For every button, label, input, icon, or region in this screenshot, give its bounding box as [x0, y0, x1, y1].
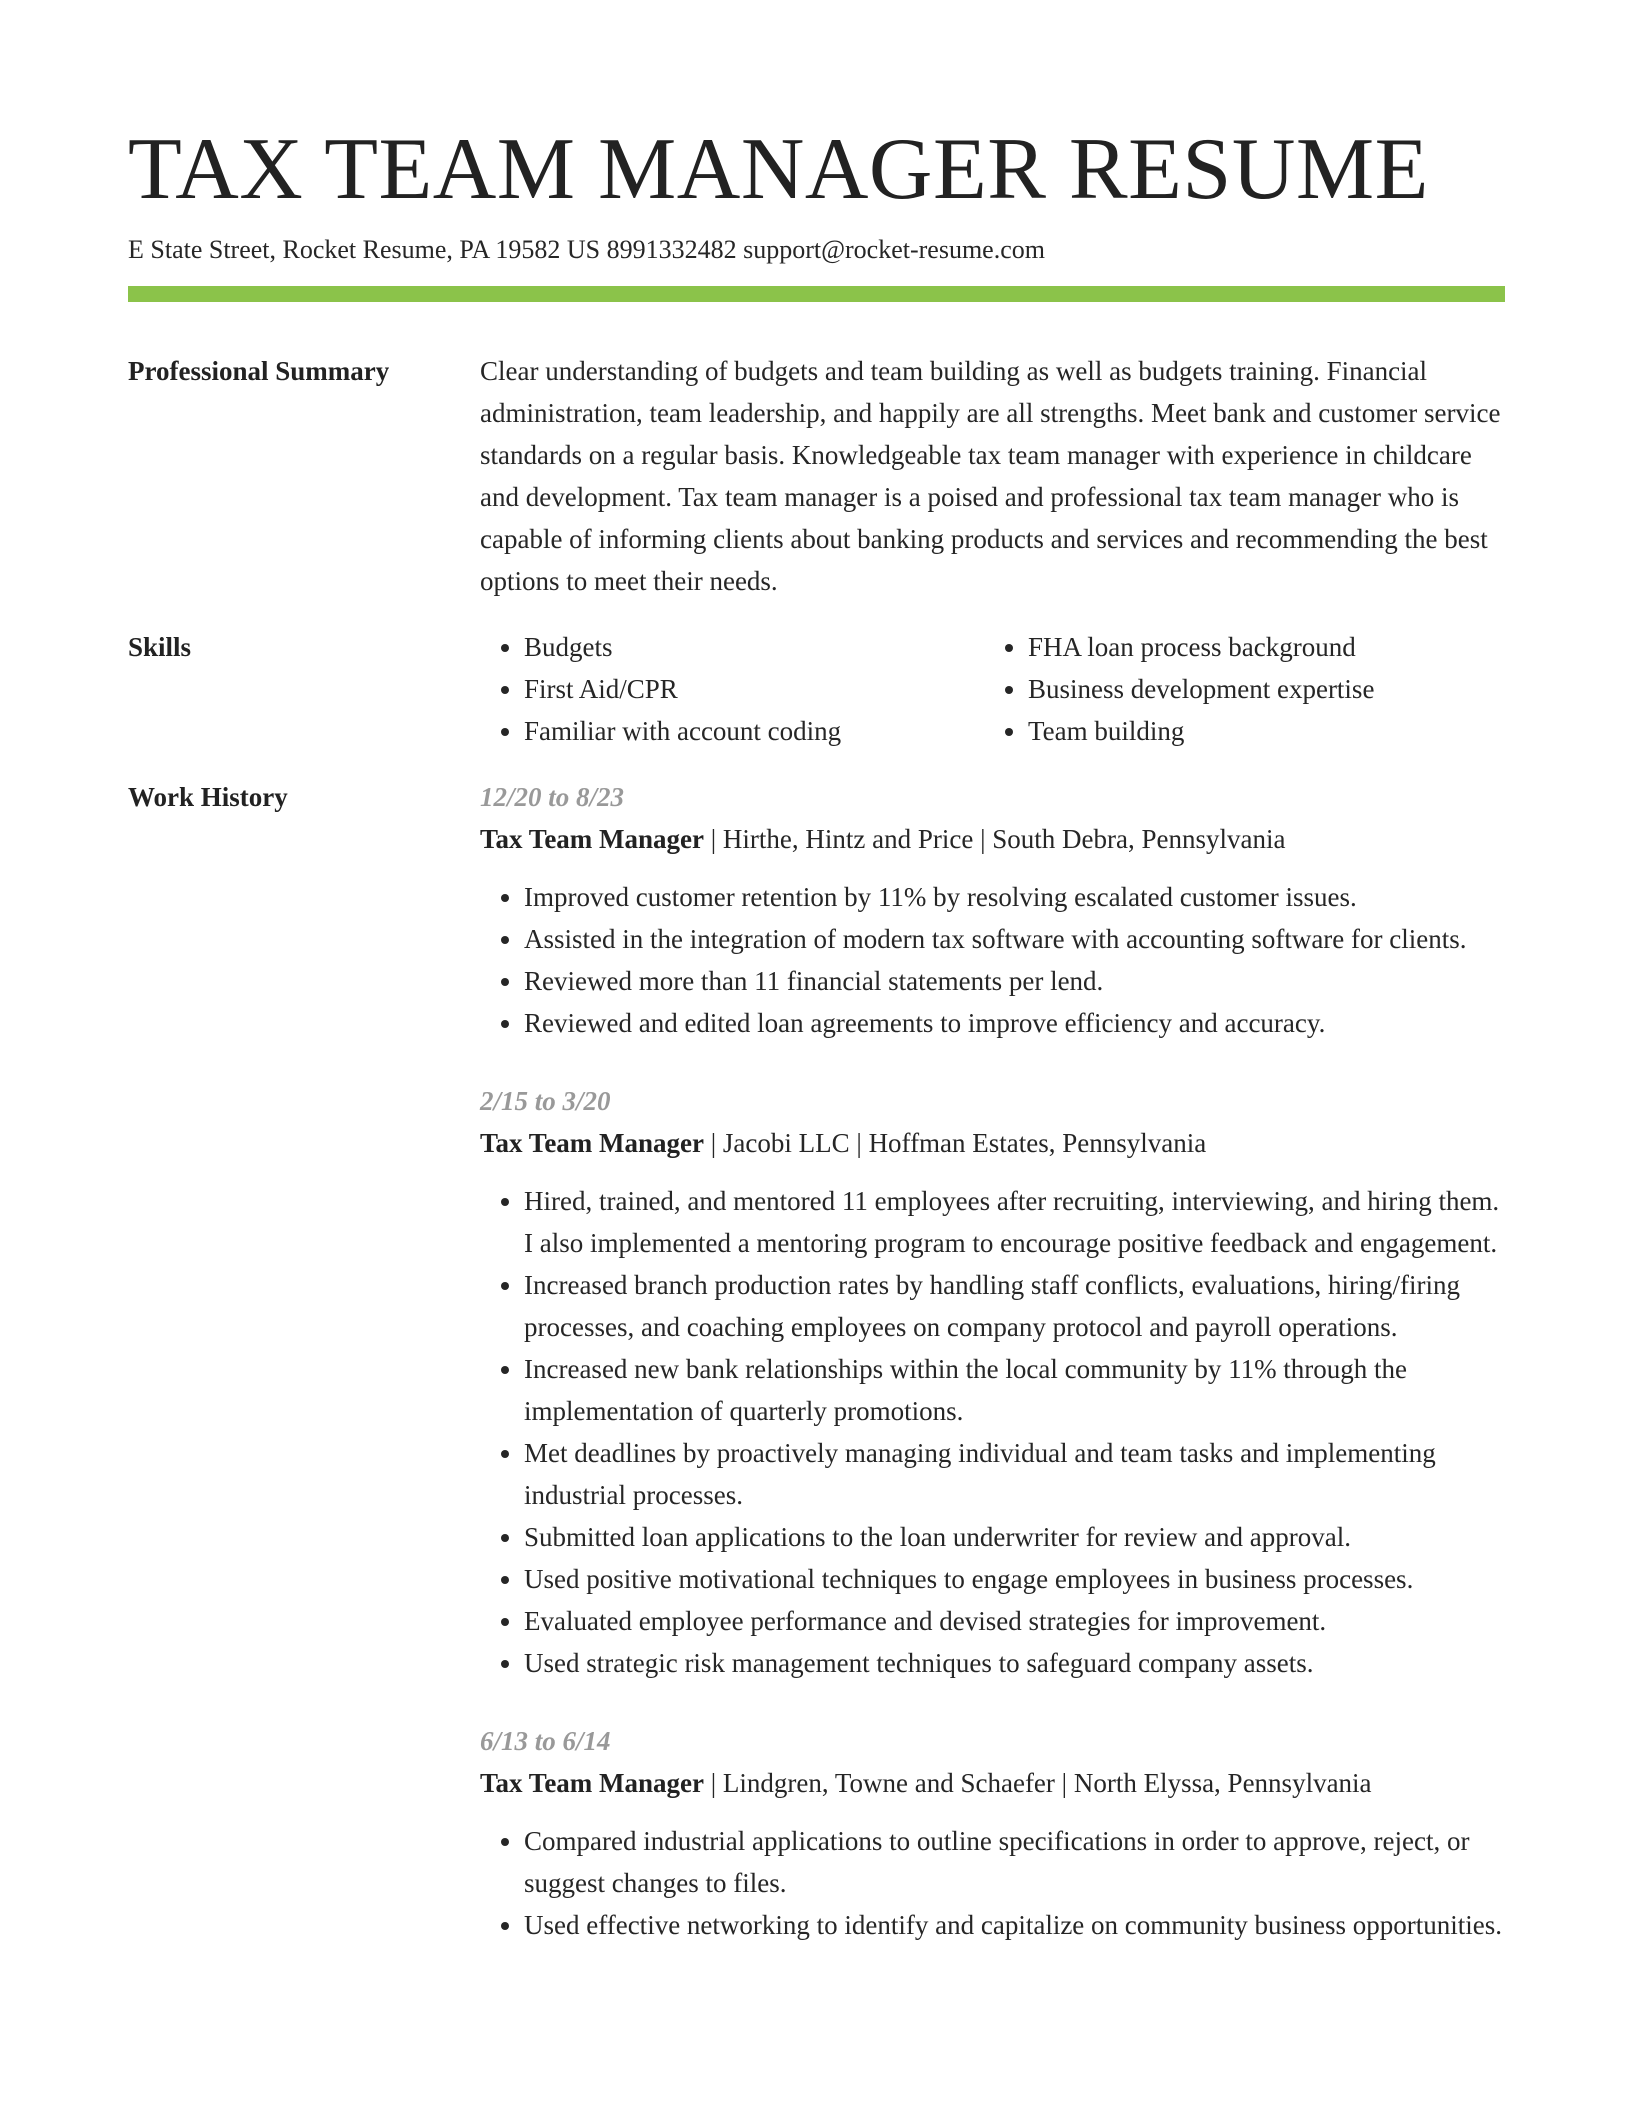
job-company: Lindgren, Towne and Schaefer — [722, 1768, 1055, 1798]
job-location: North Elyssa, Pennsylvania — [1073, 1768, 1372, 1798]
job-bullet: • Increased branch production rates by handling staff conflicts, evaluations, hiring/firing processes, and coaching employees on company protocol and payroll operations. — [524, 1264, 1505, 1348]
job-entry — [480, 1720, 1505, 1946]
job-title: Tax Team Manager — [480, 824, 705, 854]
job-bullet: • Increased new bank relationships within the local community by 11% through the implementation of quarterly promotions. — [524, 1348, 1505, 1432]
section-label-summary: Professional Summary — [128, 356, 390, 386]
job-bullets — [480, 876, 1505, 1044]
job-separator: | — [856, 1128, 862, 1158]
job-company: Hirthe, Hintz and Price — [722, 824, 974, 854]
jobs-list — [480, 776, 1505, 1982]
job-bullets — [480, 1180, 1505, 1684]
job-bullet: • Compared industrial applications to outline specifications in order to approve, reject, or suggest changes to files. — [524, 1820, 1505, 1904]
job-bullet: • Met deadlines by proactively managing individual and team tasks and implementing industrial processes. — [524, 1432, 1505, 1516]
skill-item: • Familiar with account coding — [524, 710, 984, 752]
job-bullets — [480, 1820, 1505, 1946]
job-bullet: • Submitted loan applications to the loan underwriter for review and approval. — [524, 1516, 1505, 1558]
skills-list-left — [480, 626, 984, 752]
skills-grid — [480, 626, 1505, 752]
work-history-section — [128, 776, 1505, 1982]
job-bullet: • Used strategic risk management techniques to safeguard company assets. — [524, 1642, 1505, 1684]
skills-list-right — [984, 626, 1504, 752]
job-entry — [480, 1080, 1505, 1684]
job-company: Jacobi LLC — [722, 1128, 850, 1158]
job-location: South Debra, Pennsylvania — [992, 824, 1286, 854]
job-dates: 2/15 to 3/20 — [480, 1086, 611, 1116]
job-bullet: • Reviewed and edited loan agreements to improve efficiency and accuracy. — [524, 1002, 1505, 1044]
skill-item: • First Aid/CPR — [524, 668, 984, 710]
job-separator: | — [710, 1128, 717, 1158]
job-heading — [480, 1122, 1505, 1164]
skills-section — [128, 626, 1505, 752]
resume-page — [128, 0, 1505, 1982]
job-heading — [480, 818, 1505, 860]
section-label-work-history: Work History — [128, 782, 288, 812]
job-bullet: • Improved customer retention by 11% by resolving escalated customer issues. — [524, 876, 1505, 918]
contact-phone: 8991332482 — [606, 235, 737, 264]
job-bullet: • Hired, trained, and mentored 11 employees after recruiting, interviewing, and hiring them. I also implemented a mentoring program to encourage positive feedback and engagement. — [524, 1180, 1505, 1264]
header-divider — [128, 286, 1505, 302]
job-title: Tax Team Manager — [480, 1128, 705, 1158]
contact-address: E State Street, Rocket Resume, PA 19582 US — [128, 235, 601, 264]
skill-item: • Team building — [1028, 710, 1504, 752]
job-location: Hoffman Estates, Pennsylvania — [868, 1128, 1207, 1158]
job-heading — [480, 1762, 1505, 1804]
summary-text: Clear understanding of budgets and team building as well as budgets training. Financial administration, team leadership, and happily are all strengths. Meet bank and customer service standards on a regular basis. Knowledgeable tax team manager with experience in childcare and development. Tax team manager is a poised and professional tax team manager who is capable of informing clients about banking products and services and recommending the best options to meet their needs. — [480, 356, 1501, 596]
summary-section — [128, 350, 1505, 602]
section-label-skills: Skills — [128, 632, 192, 662]
job-bullet: • Reviewed more than 11 financial statements per lend. — [524, 960, 1505, 1002]
skill-item: • FHA loan process background — [1028, 626, 1504, 668]
job-bullet: • Assisted in the integration of modern tax software with accounting software for clients. — [524, 918, 1505, 960]
skill-item: • Business development expertise — [1028, 668, 1504, 710]
job-separator: | — [710, 1768, 717, 1798]
contact-email[interactable]: support@rocket-resume.com — [743, 235, 1045, 264]
job-separator: | — [710, 824, 717, 854]
job-separator: | — [980, 824, 986, 854]
job-dates: 12/20 to 8/23 — [480, 782, 625, 812]
job-bullet: • Used positive motivational techniques to engage employees in business processes. — [524, 1558, 1505, 1600]
job-bullet: • Evaluated employee performance and devised strategies for improvement. — [524, 1600, 1505, 1642]
job-bullet: • Used effective networking to identify and capitalize on community business opportunities. — [524, 1904, 1505, 1946]
resume-title: TAX TEAM MANAGER RESUME — [128, 121, 1429, 218]
skill-item: • Budgets — [524, 626, 984, 668]
job-entry — [480, 776, 1505, 1044]
job-title: Tax Team Manager — [480, 1768, 705, 1798]
job-separator: | — [1061, 1768, 1068, 1798]
contact-line — [128, 232, 1505, 268]
job-dates: 6/13 to 6/14 — [480, 1726, 611, 1756]
